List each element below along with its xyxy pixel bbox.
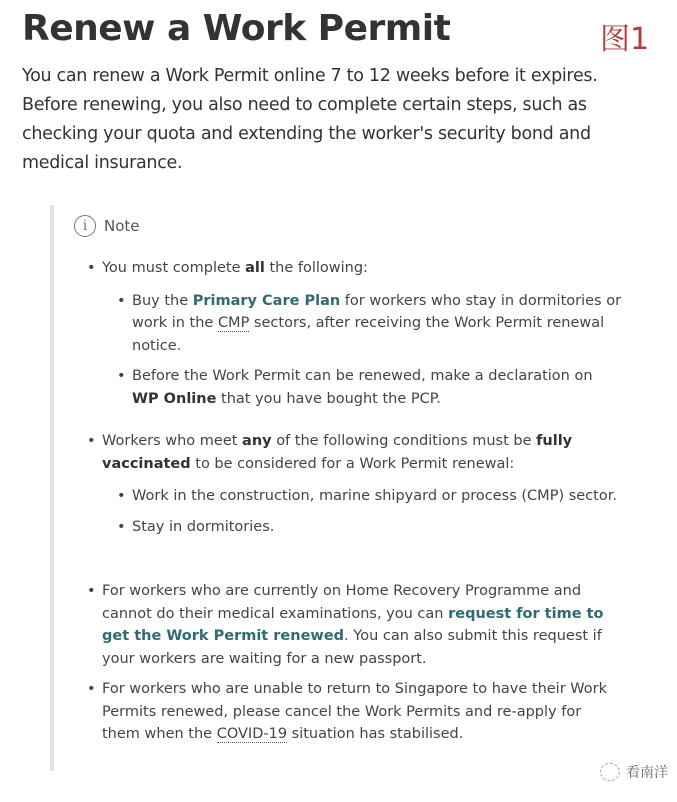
item-text: For workers who are currently on Home Recovery Programme and cannot do their medical examinations, you can — [102, 583, 582, 622]
note-list-1 — [102, 257, 622, 418]
note-box — [50, 205, 640, 771]
item-text: For workers who are unable to return to Singapore to have their Work Permits renewed, please cancel the Work Permits and re-apply for them when the — [102, 681, 608, 742]
item-text: to be considered for a Work Permit renewal: — [190, 455, 515, 472]
wechat-icon — [600, 763, 620, 781]
note-list-3 — [102, 580, 622, 670]
item-text: You must complete — [102, 260, 246, 276]
item-text: for workers who stay in dormitories or work in the — [132, 292, 622, 331]
item-text: Workers who meet — [102, 433, 243, 449]
item-text: Before the Work Permit can be renewed, make a declaration on — [132, 368, 593, 384]
item-text: of the following conditions must be — [271, 433, 537, 449]
list-item: • Stay in dormitories. — [132, 516, 622, 539]
info-icon: i — [74, 215, 96, 237]
cmp-abbreviation[interactable]: CMP — [217, 315, 250, 331]
item-bold: any — [242, 433, 272, 449]
primary-care-plan-link[interactable]: Primary Care Plan — [192, 292, 341, 309]
item-text: the following: — [264, 260, 368, 276]
covid-abbreviation[interactable]: COVID-19 — [216, 726, 288, 742]
list-item — [102, 430, 622, 538]
watermark — [600, 762, 668, 782]
note-header — [74, 215, 140, 237]
list-item — [132, 365, 622, 410]
list-item: • Work in the construction, marine shipyard or process (CMP) sector. — [132, 485, 622, 508]
note-list-2 — [102, 430, 622, 546]
note-title: Note — [104, 217, 140, 235]
sub-list — [132, 485, 622, 538]
item-text: sectors, after receiving the Work Permit renewal notice. — [132, 315, 605, 354]
list-item — [102, 257, 622, 410]
list-item — [102, 580, 622, 670]
intro-paragraph: You can renew a Work Permit online 7 to 12 weeks before it expires. Before renewing, you also need to complete certain steps, such as checking your quota and extending the worker's security bond and medical insurance. — [22, 66, 598, 173]
note-list-4 — [102, 678, 622, 746]
list-item — [132, 290, 622, 358]
sub-list — [132, 290, 622, 411]
item-bold: fully vaccinated — [102, 433, 573, 472]
figure-label: 图1 — [600, 22, 650, 57]
watermark-text: 看南洋 — [626, 765, 668, 781]
item-text: that you have bought the PCP. — [216, 390, 441, 407]
item-text: situation has stabilised. — [287, 726, 464, 742]
page-title: Renew a Work Permit — [22, 8, 451, 49]
item-text: Buy the — [132, 292, 193, 309]
item-bold: all — [245, 260, 265, 276]
list-item — [102, 678, 622, 746]
wp-online-bold: WP Online — [132, 390, 217, 407]
request-time-link[interactable]: request for time to get the Work Permit renewed — [102, 605, 604, 644]
item-text: . You can also submit this request if your workers are waiting for a new passport. — [102, 628, 602, 667]
